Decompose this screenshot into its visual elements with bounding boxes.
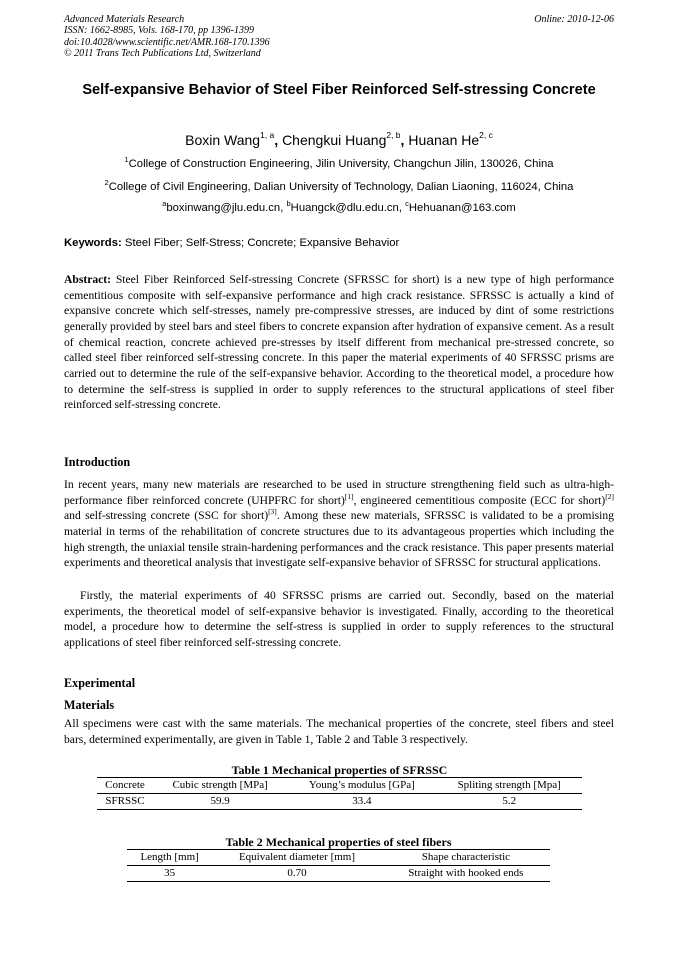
table-cell: 5.2 bbox=[502, 795, 517, 807]
citation-ref[interactable]: [1] bbox=[344, 491, 354, 501]
author-name: Boxin Wang bbox=[185, 132, 261, 148]
column-header: Young’s modulus [GPa] bbox=[308, 779, 415, 791]
table-header-row bbox=[127, 850, 550, 866]
affiliation-2 bbox=[64, 180, 614, 194]
author-separator: , bbox=[400, 132, 409, 148]
table-cell: 59.9 bbox=[210, 795, 230, 807]
journal-header bbox=[64, 14, 614, 60]
email-mark: b bbox=[286, 199, 291, 208]
issn-line: ISSN: 1662-8985, Vols. 168-170, pp 1396-1399 bbox=[64, 25, 254, 37]
keywords-label: Keywords: bbox=[64, 237, 122, 249]
affiliation-text: College of Construction Engineering, Jilin University, Changchun Jilin, 130026, China bbox=[128, 158, 554, 170]
author-affiliation-mark: 1, a bbox=[260, 130, 275, 140]
email-link[interactable]: Hehuanan@163.com bbox=[408, 202, 516, 214]
copyright-line: © 2011 Trans Tech Publications Ltd, Switzerland bbox=[64, 48, 261, 60]
column-header: Spliting strength [Mpa] bbox=[457, 779, 561, 791]
table-header-row bbox=[97, 778, 582, 794]
paper-title: Self-expansive Behavior of Steel Fiber Reinforced Self-stressing Concrete bbox=[82, 82, 596, 98]
author-name: Huanan He bbox=[408, 132, 480, 148]
paragraph-text: and self-stressing concrete (SSC for short) bbox=[64, 509, 269, 523]
column-header: Length [mm] bbox=[140, 851, 199, 863]
paragraph-text: , engineered cementitious composite (ECC for short) bbox=[353, 493, 606, 507]
table-1 bbox=[97, 763, 582, 810]
abstract-text: Steel Fiber Reinforced Self-stressing Concrete (SFRSSC for short) is a new type of high performance cementitious composite with self-expansive performance and high crack resistance. SFRSSC is actually a kind of expansive concrete which self-stresses, namely pre-compressive stresses, are induced by dint of some restrictions generally provided by steel bars and steel fibers to concrete expansion after hydration of expansive cement. As a result of chemical reaction, concrete achieved pre-stresses by itself different from mechanical pre-stressed concrete, so called steel fiber reinforced self-stressing concrete. In this paper the material experiments of 40 SFRSSC prisms are carried out to determine the rule of the self-expansive behavior. According to the theoretical model, a procedure how to determine the self-stress is supplied in order to supply references to the structural applications of steel fiber reinforced self-stressing concrete. bbox=[64, 273, 614, 412]
table-caption: Table 1 Mechanical properties of SFRSSC bbox=[231, 763, 448, 777]
author-emails bbox=[64, 201, 614, 215]
email-link[interactable]: boxinwang@jlu.edu.cn, bbox=[166, 202, 287, 214]
introduction-paragraph-1 bbox=[64, 477, 614, 571]
table-row bbox=[127, 866, 550, 882]
author-list bbox=[64, 131, 614, 149]
column-header: Shape characteristic bbox=[421, 851, 511, 863]
column-header: Concrete bbox=[105, 779, 145, 791]
author-name: Chengkui Huang bbox=[282, 132, 387, 148]
paragraph-text: . Among these new materials, SFRSSC is validated to be a promising material in terms of the rehabilitation of concrete structures due to its advantageous properties which including the high strength, the uniaxial tensile strain-hardening performances and the crack resistance. This paper presents material experiments and theoretical analysis that investigate self-expansive behavior of SFRSSC for structural applications. bbox=[64, 509, 614, 570]
table-row bbox=[97, 794, 582, 810]
citation-ref[interactable]: [2] bbox=[605, 491, 615, 501]
email-mark: c bbox=[405, 199, 409, 208]
table-1-grid bbox=[97, 777, 582, 810]
journal-name: Advanced Materials Research bbox=[64, 14, 185, 25]
author-separator: , bbox=[274, 132, 283, 148]
table-cell: Straight with hooked ends bbox=[408, 867, 524, 879]
table-cell: 35 bbox=[164, 867, 176, 879]
table-cell: 0.70 bbox=[287, 867, 307, 879]
table-cell: 33.4 bbox=[352, 795, 372, 807]
affiliation-mark: 2 bbox=[104, 178, 109, 187]
author-affiliation-mark: 2, b bbox=[386, 130, 401, 140]
doi-line: doi:10.4028/www.scientific.net/AMR.168-170.1396 bbox=[64, 36, 270, 48]
table-2-grid bbox=[127, 849, 550, 882]
abstract bbox=[64, 272, 614, 413]
email-link[interactable]: Huangck@dlu.edu.cn, bbox=[290, 202, 406, 214]
affiliation-mark: 1 bbox=[124, 155, 129, 164]
introduction-heading: Introduction bbox=[64, 455, 131, 469]
affiliation-text: College of Civil Engineering, Dalian University of Technology, Dalian Liaoning, 116024, China bbox=[108, 181, 574, 193]
keywords-text: Steel Fiber; Self-Stress; Concrete; Expansive Behavior bbox=[121, 237, 400, 249]
paragraph-text: In recent years, many new materials are researched to be used in structure strengthening field such as ultra-high-performance fiber reinforced concrete (UHPFRC for short) bbox=[64, 478, 614, 507]
email-mark: a bbox=[162, 199, 167, 208]
abstract-label: Abstract: bbox=[64, 273, 112, 286]
citation-ref[interactable]: [3] bbox=[268, 507, 277, 517]
materials-subheading: Materials bbox=[64, 698, 115, 712]
table-2 bbox=[127, 835, 550, 882]
table-caption: Table 2 Mechanical properties of steel fibers bbox=[225, 835, 452, 849]
materials-paragraph: All specimens were cast with the same materials. The mechanical properties of the concrete, steel fibers and steel bars, determined experimentally, are given in Table 1, Table 2 and Table 3 respectively. bbox=[64, 717, 614, 746]
introduction-paragraph-2: Firstly, the material experiments of 40 SFRSSC prisms are carried out. Secondly, based on the material experiments, the theoretical model of self-expansive behavior is investigated. Finally, according to the theoretical model, a procedure how to determine the self-stress is supplied in order to supply references to the structural applications of steel fiber reinforced self-stressing concrete. bbox=[64, 589, 614, 649]
column-header: Equivalent diameter [mm] bbox=[238, 851, 356, 863]
affiliation-1 bbox=[64, 157, 614, 171]
column-header: Cubic strength [MPa] bbox=[172, 779, 268, 791]
online-date: Online: 2010-12-06 bbox=[534, 14, 614, 25]
author-affiliation-mark: 2, c bbox=[479, 130, 493, 140]
keywords bbox=[64, 236, 614, 250]
table-cell: SFRSSC bbox=[105, 795, 145, 807]
experimental-heading: Experimental bbox=[64, 676, 136, 690]
